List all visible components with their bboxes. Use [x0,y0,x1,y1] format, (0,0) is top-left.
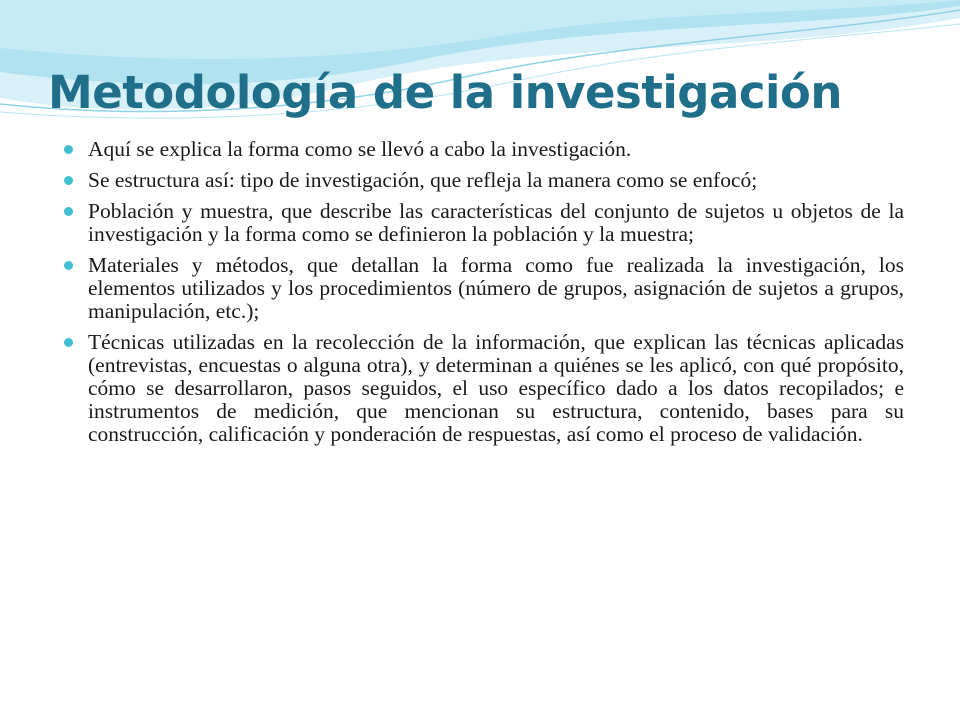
bullet-dot-icon [64,145,73,154]
bullet-dot-icon [64,207,73,216]
slide-title: Metodología de la investigación [48,66,842,119]
bullet-text: Aquí se explica la forma como se llevó a cabo la investigación. [88,137,632,161]
bullet-item [66,254,904,323]
bullet-text: Población y muestra, que describe las características del conjunto de sujetos u objetos de la investigación y la forma como se definieron la población y la muestra; [88,199,904,246]
bullet-item [66,200,904,246]
bullet-dot-icon [64,261,73,270]
bullet-text: Se estructura así: tipo de investigación, que refleja la manera como se enfocó; [88,168,758,192]
bullet-dot-icon [64,176,73,185]
bullet-item [66,169,904,192]
bullet-item [66,138,904,161]
bullet-list [66,138,904,454]
bullet-item [66,331,904,446]
bullet-dot-icon [64,338,73,347]
bullet-text: Materiales y métodos, que detallan la forma como fue realizada la investigación, los elementos utilizados y los procedimientos (número de grupos, asignación de sujetos a grupos, manipulación, etc.); [88,253,904,323]
bullet-text: Técnicas utilizadas en la recolección de la información, que explican las técnicas aplicadas (entrevistas, encuestas o alguna otra), y determinan a quiénes se les aplicó, con qué propósito, cómo se desarrollaron, pasos seguidos, el uso específico dado a los datos recopilados; e instrumentos de medición, que mencionan su estructura, contenido, bases para su construcción, calificación y ponderación de respuestas, así como el proceso de validación. [88,330,904,446]
